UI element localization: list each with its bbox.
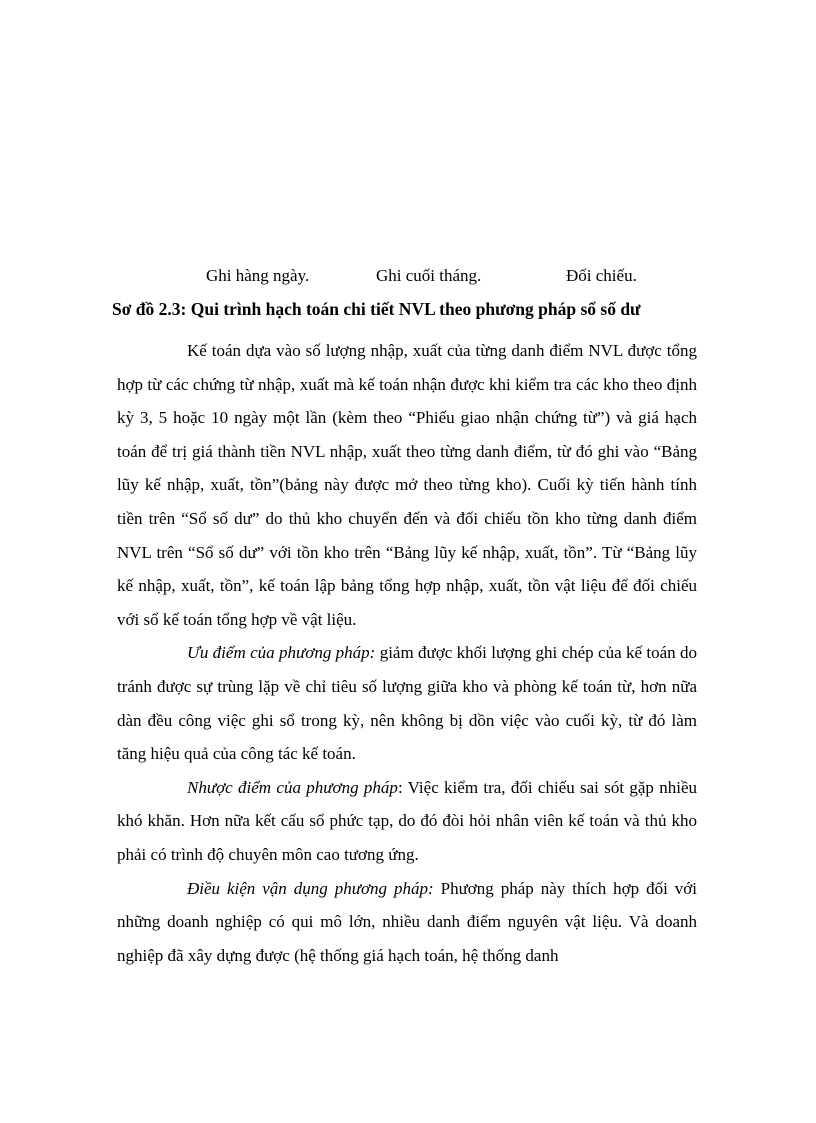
disadvantages-lead: Nhược điểm của phương pháp xyxy=(187,777,398,797)
diagram-caption: Sơ đồ 2.3: Qui trình hạch toán chi tiết NVL theo phương pháp sổ số dư xyxy=(112,299,641,319)
paragraph-advantages xyxy=(117,636,697,770)
diagram-legend xyxy=(0,266,816,292)
body-text xyxy=(117,334,697,972)
disadvantages-text: : Việc kiểm tra, đối chiếu sai sót gặp nhiều khó khăn. Hơn nữa kết cấu sổ phức tạp, do đó đòi hỏi nhân viên kế toán và thủ kho phải có trình độ chuyên môn cao tương ứng. xyxy=(117,777,698,864)
conditions-lead: Điều kiện vận dụng phương pháp: xyxy=(187,878,434,898)
paragraph-process: Kế toán dựa vào số lượng nhập, xuất của từng danh điểm NVL được tổng hợp từ các chứng từ nhập, xuất mà kế toán nhận được khi kiểm tra các kho theo định kỳ 3, 5 hoặc 10 ngày một lần (kèm theo “Phiếu giao nhận chứng từ”) và giá hạch toán để trị giá thành tiền NVL nhập, xuất theo từng danh điểm, từ đó ghi vào “Bảng lũy kế nhập, xuất, tồn”(bảng này được mở theo từng kho). Cuối kỳ tiến hành tính tiền trên “Sổ số dư” do thủ kho chuyển đến và đối chiếu tồn kho từng danh điểm NVL trên “Sổ số dư” với tồn kho trên “Bảng lũy kế nhập, xuất, tồn”. Từ “Bảng lũy kế nhập, xuất, tồn”, kế toán lập bảng tổng hợp nhập, xuất, tồn vật liệu để đối chiếu với sổ kế toán tổng hợp về vật liệu. xyxy=(117,341,697,629)
legend-daily-entry: Ghi hàng ngày. xyxy=(206,266,310,285)
legend-reconciliation: Đối chiếu. xyxy=(566,266,637,285)
paragraph-disadvantages xyxy=(117,771,697,872)
legend-month-end-entry: Ghi cuối tháng. xyxy=(376,266,482,285)
advantages-text: giảm được khối lượng ghi chép của kế toán do tránh được sự trùng lặp về chỉ tiêu số lượng giữa kho và phòng kế toán từ, hơn nữa dàn đều công việc ghi sổ trong kỳ, nên không bị dồn việc vào cuối kỳ, từ đó làm tăng hiệu quả của công tác kế toán. xyxy=(117,643,698,764)
advantages-lead: Ưu điểm của phương pháp: xyxy=(187,643,376,663)
paragraph-conditions xyxy=(117,872,697,973)
conditions-text: Phương pháp này thích hợp đối với những doanh nghiệp có qui mô lớn, nhiều danh điểm nguyên vật liệu. Và doanh nghiệp đã xây dựng được (hệ thống giá hạch toán, hệ thống danh xyxy=(117,878,697,965)
